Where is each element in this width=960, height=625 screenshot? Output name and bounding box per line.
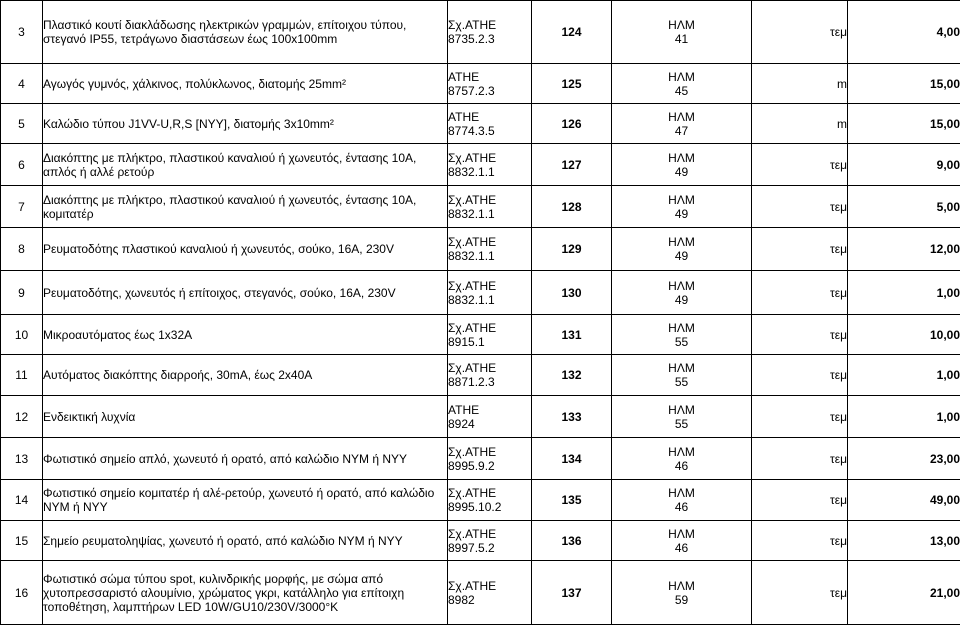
item-reference: ΗΛΜ 49 [612,271,752,315]
item-quantity: 13,00 [848,521,960,561]
item-description: Διακόπτης με πλήκτρο, πλαστικού καναλιού ή χωνευτός, έντασης 10Α, απλός ή αλλέ ρετούρ [43,144,448,186]
item-reference: ΗΛΜ 55 [612,396,752,438]
item-unit: τεμ [752,228,848,271]
table-row [1,1,960,64]
item-number: 14 [1,480,43,521]
item-reference: ΗΛΜ 47 [612,104,752,144]
item-quantity: 12,00 [848,228,960,271]
item-article-number: 130 [532,271,612,315]
item-article-number: 136 [532,521,612,561]
item-article-number: 128 [532,186,612,228]
item-number: 9 [1,271,43,315]
item-reference: ΗΛΜ 55 [612,355,752,396]
item-description: Φωτιστικό σημείο κομιτατέρ ή αλέ-ρετούρ, χωνευτό ή ορατό, από καλώδιο ΝΥΜ ή ΝΥΥ [43,480,448,521]
item-number: 6 [1,144,43,186]
item-description: Πλαστικό κουτί διακλάδωσης ηλεκτρικών γραμμών, επίτοιχου τύπου, στεγανό IP55, τετράγωνο διαστάσεων έως 100x100mm [43,1,448,64]
item-unit: τεμ [752,1,848,64]
item-code: Σχ.ΑΤΗΕ 8832.1.1 [448,271,532,315]
item-number: 12 [1,396,43,438]
item-unit: m [752,64,848,104]
item-code: Σχ.ΑΤΗΕ 8735.2.3 [448,1,532,64]
table-row [1,561,960,625]
table-row [1,64,960,104]
item-code: Σχ.ΑΤΗΕ 8915.1 [448,315,532,355]
item-code: Σχ.ΑΤΗΕ 8832.1.1 [448,144,532,186]
item-reference: ΗΛΜ 45 [612,64,752,104]
item-code: Σχ.ΑΤΗΕ 8995.9.2 [448,438,532,480]
table-row [1,228,960,271]
item-unit: m [752,104,848,144]
item-reference: ΗΛΜ 55 [612,315,752,355]
item-quantity: 1,00 [848,396,960,438]
item-number: 10 [1,315,43,355]
item-number: 7 [1,186,43,228]
item-unit: τεμ [752,521,848,561]
item-description: Φωτιστικό σώμα τύπου spot, κυλινδρικής μορφής, με σώμα από χυτοπρεσσαριστό αλουμίνιο, χρώματος γκρι, κατάλληλο για επίτοιχη τοποθέτηση, λαμπτήρων LED 10W/GU10/230V/3000°K [43,561,448,625]
item-reference: ΗΛΜ 59 [612,561,752,625]
item-article-number: 126 [532,104,612,144]
item-number: 4 [1,64,43,104]
item-reference: ΗΛΜ 49 [612,186,752,228]
item-quantity: 1,00 [848,271,960,315]
item-unit: τεμ [752,271,848,315]
item-article-number: 131 [532,315,612,355]
item-description: Ρευματοδότης, χωνευτός ή επίτοιχος, στεγανός, σούκο, 16Α, 230V [43,271,448,315]
item-quantity: 15,00 [848,64,960,104]
item-article-number: 137 [532,561,612,625]
item-number: 13 [1,438,43,480]
table-row [1,396,960,438]
item-unit: τεμ [752,355,848,396]
item-quantity: 4,00 [848,1,960,64]
item-unit: τεμ [752,315,848,355]
item-quantity: 1,00 [848,355,960,396]
item-article-number: 133 [532,396,612,438]
item-code: Σχ.ΑΤΗΕ 8832.1.1 [448,186,532,228]
table-row [1,480,960,521]
item-unit: τεμ [752,396,848,438]
item-unit: τεμ [752,186,848,228]
table-row [1,104,960,144]
item-description: Ρευματοδότης πλαστικού καναλιού ή χωνευτός, σούκο, 16Α, 230V [43,228,448,271]
item-article-number: 134 [532,438,612,480]
item-unit: τεμ [752,561,848,625]
item-reference: ΗΛΜ 46 [612,521,752,561]
item-article-number: 132 [532,355,612,396]
item-quantity: 21,00 [848,561,960,625]
item-reference: ΗΛΜ 41 [612,1,752,64]
item-reference: ΗΛΜ 49 [612,144,752,186]
item-article-number: 129 [532,228,612,271]
item-unit: τεμ [752,480,848,521]
item-quantity: 23,00 [848,438,960,480]
item-number: 5 [1,104,43,144]
item-number: 16 [1,561,43,625]
item-reference: ΗΛΜ 46 [612,438,752,480]
item-description: Αγωγός γυμνός, χάλκινος, πολύκλωνος, διατομής 25mm² [43,64,448,104]
item-description: Καλώδιο τύπου J1VV-U,R,S [NYY], διατομής 3x10mm² [43,104,448,144]
table-row [1,521,960,561]
item-code: Σχ.ΑΤΗΕ 8995.10.2 [448,480,532,521]
item-number: 15 [1,521,43,561]
table-row [1,144,960,186]
item-description: Σημείο ρευματοληψίας, χωνευτό ή ορατό, από καλώδιο ΝΥΜ ή ΝΥΥ [43,521,448,561]
table-row [1,315,960,355]
item-description: Μικροαυτόματος έως 1x32A [43,315,448,355]
item-number: 11 [1,355,43,396]
table-row [1,186,960,228]
item-description: Διακόπτης με πλήκτρο, πλαστικού καναλιού ή χωνευτός, έντασης 10Α, κομιτατέρ [43,186,448,228]
table-row [1,355,960,396]
item-code: Σχ.ΑΤΗΕ 8832.1.1 [448,228,532,271]
item-quantity: 10,00 [848,315,960,355]
item-number: 8 [1,228,43,271]
item-code: Σχ.ΑΤΗΕ 8871.2.3 [448,355,532,396]
table-row [1,438,960,480]
item-code: ΑΤΗΕ 8774.3.5 [448,104,532,144]
item-article-number: 124 [532,1,612,64]
item-code: ΑΤΗΕ 8757.2.3 [448,64,532,104]
item-code: ΑΤΗΕ 8924 [448,396,532,438]
item-code: Σχ.ΑΤΗΕ 8997.5.2 [448,521,532,561]
item-number: 3 [1,1,43,64]
item-reference: ΗΛΜ 46 [612,480,752,521]
item-unit: τεμ [752,438,848,480]
item-article-number: 127 [532,144,612,186]
item-description: Ενδεικτική λυχνία [43,396,448,438]
item-description: Αυτόματος διακόπτης διαρροής, 30mA, έως 2x40A [43,355,448,396]
item-description: Φωτιστικό σημείο απλό, χωνευτό ή ορατό, από καλώδιο ΝΥΜ ή ΝΥΥ [43,438,448,480]
item-quantity: 9,00 [848,144,960,186]
table-row [1,271,960,315]
item-article-number: 135 [532,480,612,521]
item-quantity: 5,00 [848,186,960,228]
item-unit: τεμ [752,144,848,186]
item-quantity: 15,00 [848,104,960,144]
item-code: Σχ.ΑΤΗΕ 8982 [448,561,532,625]
item-article-number: 125 [532,64,612,104]
item-reference: ΗΛΜ 49 [612,228,752,271]
item-quantity: 49,00 [848,480,960,521]
